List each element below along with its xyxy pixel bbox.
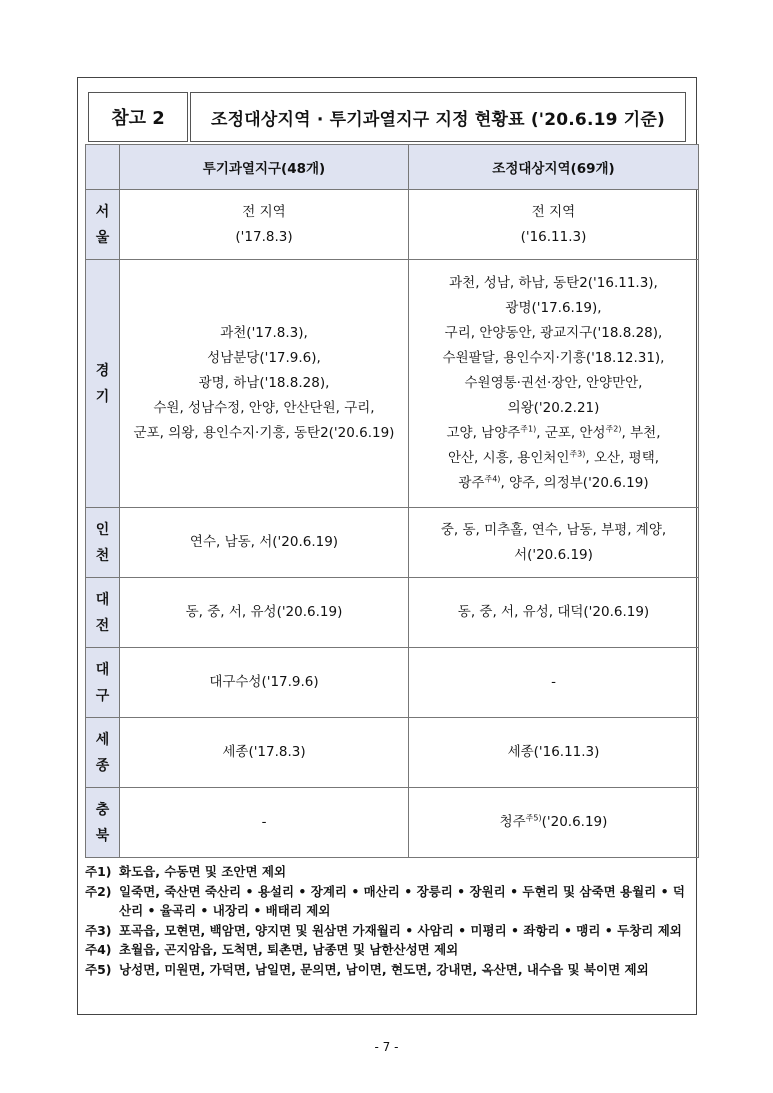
region-daejeon: 대 전 bbox=[86, 578, 120, 648]
footnote-ref: 주5) bbox=[525, 813, 542, 823]
adjustment-cell: - bbox=[409, 648, 699, 718]
table-header-row bbox=[86, 145, 699, 190]
adjustment-cell: 동, 중, 서, 유성, 대덕('20.6.19) bbox=[409, 578, 699, 648]
region-daegu: 대 구 bbox=[86, 648, 120, 718]
footnote-item: 주4) 초월읍, 곤지암읍, 도척면, 퇴촌면, 남종면 및 남한산성면 제외 bbox=[85, 942, 459, 957]
speculation-cell: 세종('17.8.3) bbox=[120, 718, 409, 788]
table-row bbox=[86, 260, 699, 508]
reference-label: 참고 2 bbox=[88, 92, 188, 142]
region-seoul: 서 울 bbox=[86, 190, 120, 260]
adjustment-cell: 전 지역 ('16.11.3) bbox=[409, 190, 699, 260]
designation-table bbox=[85, 144, 699, 858]
footnote-ref: 주2) bbox=[605, 424, 622, 434]
region-incheon: 인 천 bbox=[86, 508, 120, 578]
page-number: - 7 - bbox=[374, 1040, 399, 1054]
speculation-cell: - bbox=[120, 788, 409, 858]
region-gyeonggi: 경 기 bbox=[86, 260, 120, 508]
footnote-ref: 주1) bbox=[520, 424, 537, 434]
footnoted-line: 청주$^{주5)}$('20.6.19) bbox=[499, 813, 608, 830]
speculation-cell: 연수, 남동, 서('20.6.19) bbox=[120, 508, 409, 578]
speculation-cell: 동, 중, 서, 유성('20.6.19) bbox=[120, 578, 409, 648]
table-row bbox=[86, 508, 699, 578]
speculation-cell: 과천('17.8.3), 성남분당('17.9.6), 광명, 하남('18.8.28), 수원, 성남수정, 안양, 안산단원, 구리, 군포, 의왕, 용인수지·기흥, 동탄2('20.6.19) bbox=[120, 260, 409, 508]
footnote-item: 주2) 일죽면, 죽산면 죽산리 • 용설리 • 장계리 • 매산리 • 장릉리 • 장원리 • 두현리 및 삼죽면 용월리 • 덕산리 • 율곡리 • 내장리 • 배태리 제외 bbox=[85, 883, 685, 918]
adjustment-cell bbox=[409, 788, 699, 858]
footnoted-line: 고양, 남양주$^{주1)}$, 군포, 안성$^{주2)}$, 부천, bbox=[446, 424, 661, 441]
page-title: 조정대상지역 · 투기과열지구 지정 현황표 ('20.6.19 기준) bbox=[190, 92, 686, 142]
speculation-cell: 전 지역 ('17.8.3) bbox=[120, 190, 409, 260]
adjustment-cell: 과천, 성남, 하남, 동탄2('16.11.3), 광명('17.6.19), 구리, 안양동안, 광교지구('18.8.28), 수원팔달, 용인수지·기흥('18.12.31), 수원영통·권선·장안, 안양만안, 의왕('20.2.21) 고양, 남양주$^{주1)}$, 군포, 안성$^{주2)}$, 부천, 안산, 시흥, 용인처인$^{주3)}$, 오산, 평택, 광주$^{주4)}$, 양주, 의정부('20.6.19) bbox=[409, 260, 699, 508]
table-row bbox=[86, 788, 699, 858]
footnote-item: 주1) 화도읍, 수동면 및 조안면 제외 bbox=[85, 864, 287, 879]
table-row bbox=[86, 578, 699, 648]
table-row bbox=[86, 648, 699, 718]
footnote-ref: 주4) bbox=[484, 474, 501, 484]
header-adjustment-zone: 조정대상지역(69개) bbox=[409, 145, 699, 190]
footnote-item: 주5) 낭성면, 미원면, 가덕면, 남일면, 문의면, 남이면, 현도면, 강내면, 옥산면, 내수읍 및 북이면 제외 bbox=[85, 961, 649, 977]
title-row bbox=[88, 92, 686, 148]
region-sejong: 세 종 bbox=[86, 718, 120, 788]
speculation-cell: 대구수성('17.9.6) bbox=[120, 648, 409, 718]
table-row bbox=[86, 190, 699, 260]
adjustment-cell: 중, 동, 미추홀, 연수, 남동, 부평, 계양, 서('20.6.19) bbox=[409, 508, 699, 578]
region-chungbuk: 충 북 bbox=[86, 788, 120, 858]
adjustment-cell: 세종('16.11.3) bbox=[409, 718, 699, 788]
footnote-ref: 주3) bbox=[569, 449, 586, 459]
document-frame bbox=[77, 77, 697, 1015]
header-speculation-zone: 투기과열지구(48개) bbox=[120, 145, 409, 190]
footnote-item: 주3) 포곡읍, 모현면, 백암면, 양지면 및 원삼면 가재월리 • 사암리 • 미평리 • 좌항리 • 맹리 • 두창리 제외 bbox=[85, 922, 682, 938]
footnoted-line: 광주$^{주4)}$, 양주, 의정부('20.6.19) bbox=[458, 474, 649, 491]
header-blank bbox=[86, 145, 120, 190]
table-row bbox=[86, 718, 699, 788]
footnotes bbox=[85, 862, 685, 979]
footnoted-line: 안산, 시흥, 용인처인$^{주3)}$, 오산, 평택, bbox=[447, 449, 660, 466]
